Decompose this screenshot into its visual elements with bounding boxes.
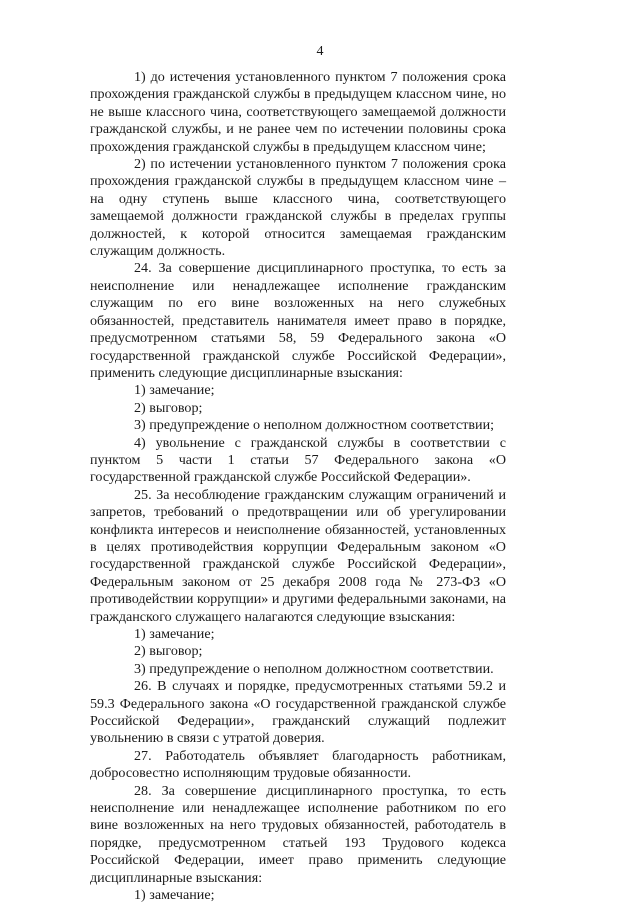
list-item: 1) замечание; — [134, 382, 215, 399]
paragraph: 24. За совершение дисциплинарного проступка, то есть за неисполнение или ненадлежащее исполнение гражданским служащим по его вине возложенных на него служебных обязанностей, представитель нанимателя имеет право в порядке, предусмотренном статьями 58, 59 Федерального закона «О государственной гражданской службе Российской Федерации», применить следующие дисциплинарные взыскания: — [90, 260, 506, 381]
list-item: 3) предупреждение о неполном должностном соответствии. — [134, 660, 494, 677]
paragraph: 27. Работодатель объявляет благодарность работникам, добросовестно исполняющим трудовые обязанности. — [90, 747, 506, 782]
list-item: 2) выговор; — [134, 643, 203, 660]
list-item: 1) замечание; — [134, 887, 215, 904]
list-item: 4) увольнение с гражданской службы в соответствии с пунктом 5 части 1 статьи 57 Федерального закона «О государственной гражданской службе Российской Федерации». — [90, 434, 506, 486]
list-item: 3) предупреждение о неполном должностном соответствии; — [134, 417, 495, 434]
document-body — [90, 69, 506, 905]
paragraph: 28. За совершение дисциплинарного проступка, то есть неисполнение или ненадлежащее исполнение работником по его вине возложенных на него трудовых обязанностей, работодатель в порядке, предусмотренном статьей 193 Трудового кодекса Российской Федерации, имеет право применить следующие дисциплинарные взыскания: — [90, 782, 506, 886]
list-item: 2) выговор; — [134, 399, 203, 416]
list-item: 1) замечание; — [134, 626, 215, 642]
paragraph: 26. В случаях и порядке, предусмотренных статьями 59.2 и 59.3 Федерального закона «О государственной гражданской службе Российской Федерации», гражданский служащий подлежит увольнению в связи с утратой доверия. — [90, 678, 506, 747]
page-number: 4 — [316, 44, 324, 59]
paragraph: 2) по истечении установленного пунктом 7 положения срока прохождения гражданской службы в предыдущем классном чине – на одну ступень выше классного чина, соответствующего замещаемой должности гражданской службы в пределах группы должностей, к которой относится замещаемая гражданским служащим должность. — [90, 156, 506, 260]
paragraph: 1) до истечения установленного пунктом 7 положения срока прохождения гражданской службы в предыдущем классном чине, но не выше классного чина, соответствующего замещаемой должности гражданской службы, и не ранее чем по истечении половины срока прохождения гражданской службы в предыдущем классном чине; — [90, 69, 506, 155]
paragraph: 25. За несоблюдение гражданским служащим ограничений и запретов, требований о предотвращении или об урегулировании конфликта интересов и неисполнение обязанностей, установленных в целях противодействия коррупции Федеральным законом «О государственной гражданской службе Российской Федерации», Федеральным законом от 25 декабря 2008 года № 273-ФЗ «О противодействии коррупции» и другими федеральными законами, на гражданского служащего налагаются следующие взыскания: — [90, 486, 506, 625]
